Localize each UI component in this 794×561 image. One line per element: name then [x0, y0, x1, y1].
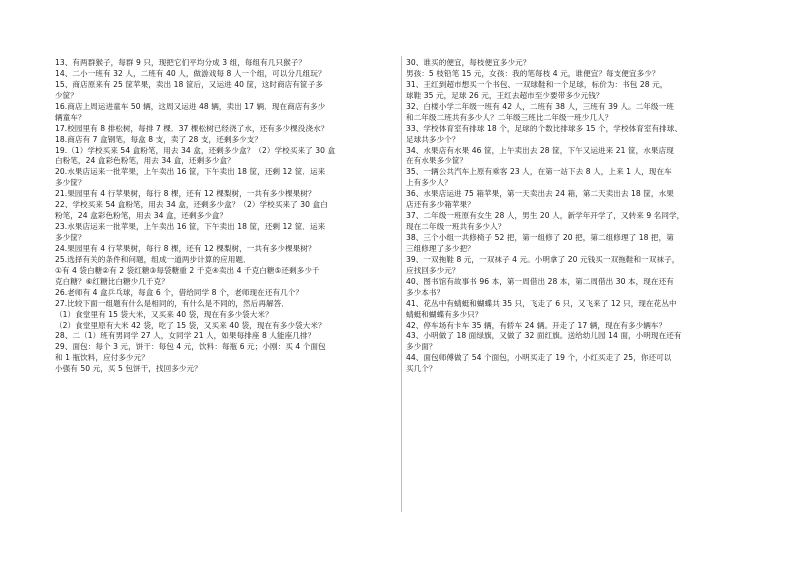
right-column-text-line: 36、水果店运进 75 箱苹果，第一天卖出去 24 箱，第二天卖出去 18 筐，水果	[406, 189, 674, 199]
right-column-text-line: 多少本书？	[406, 287, 445, 297]
right-column-text-line: 34、水果店有水果 46 筐，上午卖出去 28 筐，下午又运进来 21 筐，水果店现	[406, 145, 674, 155]
left-column-text-line: 辆童车？	[55, 112, 86, 122]
left-column-text-line: （2）食堂里原有大米 42 袋，吃了 15 袋，又买来 40 袋，现在有多少袋大米？	[55, 320, 326, 330]
right-column-text-line: 42、停车场有卡车 35 辆，有轿车 24 辆。开走了 17 辆，现在有多少辆车？	[406, 320, 667, 330]
left-column-text-line: 小强有 50 元，买 5 包饼干，找回多少元？	[55, 364, 202, 374]
right-column-text-line: 38、三个小组一共修椅子 52 把，第一组修了 20 把，第二组修理了 18 把，第	[406, 233, 674, 242]
left-column-text-line: 粉笔，24 盒彩色粉笔，用去 34 盒，还剩多少盒？	[55, 211, 228, 221]
right-column	[406, 58, 748, 510]
right-column-text-line: 上有多少人？	[406, 178, 452, 188]
left-column-text-line: ①有 4 袋白糖②有 2 袋红糖③每袋糖重 2 千克④卖出 4 千克白糖⑤还剩多少千	[55, 265, 320, 275]
right-column-text-line: 应找回多少元？	[406, 265, 460, 275]
left-column-text-line: 23.水果店运来一批苹果，上午卖出 16 筐，下午卖出 18 筐，还剩 12 筐．运来	[55, 222, 326, 232]
left-column	[55, 58, 393, 510]
right-column-text-line: 40、图书馆有故事书 96 本，第一周借出 28 本，第二周借出 30 本，现在还有	[406, 276, 674, 286]
right-column-text-line: 球鞋 35 元，足球 26 元，王红去超市至少要带多少元钱？	[406, 90, 604, 100]
left-column-text-line: 29、面包：每个 3 元，饼干：每包 4 元，饮料：每瓶 6 元；小刚：买 4 个面包	[55, 342, 326, 352]
left-column-text-line: 20.水果店运来一批苹果，上午卖出 16 筐，下午卖出 18 筐，还剩 12 筐．运来	[55, 167, 326, 177]
left-column-text-line: 克白糖？⑥红糖比白糖少几千克？	[55, 276, 169, 286]
right-column-text-line: 43、小明做了 18 面绿旗，又做了 32 面红旗。送给幼儿园 14 面，小明现在还有	[406, 331, 682, 341]
right-column-text-line: 足球共多少个？	[406, 134, 460, 144]
left-column-text-line: 18.商店有 7 盒钢笔，每盒 8 支，卖了 28 支，还剩多少支？	[55, 134, 263, 144]
right-column-text-line: 41、花丛中有蜻蜓和蝴蝶共 35 只，飞走了 6 只，又飞来了 12 只，现在花丛中	[406, 298, 677, 308]
right-column-text-line: 买几个？	[406, 364, 437, 374]
right-column-text-line: 在有水果多少筐？	[406, 156, 468, 166]
right-column-text-line: 现在二年级一班共有多少人？	[406, 222, 506, 232]
left-column-text-line: 19.（1）学校买来 54 盒粉笔，用去 34 盒，还剩多少盒？（2）学校买来了 30 盒	[55, 145, 336, 155]
left-column-text-line: （1）食堂里有 15 袋大米，又买来 40 袋，现在有多少袋大米？	[55, 309, 273, 319]
right-column-text-line: 39、一双拖鞋 8 元，一双袜子 4 元。小明拿了 20 元钱买一双拖鞋和一双袜子，	[406, 254, 680, 264]
left-column-text-line: 27.比较下面一组题有什么是相同的，有什么是不同的，然后再解答．	[55, 298, 289, 308]
left-column-text-line: 21.果园里有 4 行苹果树，每行 8 棵，还有 12 棵梨树，一共有多少棵果树？	[55, 189, 316, 199]
left-column-text-line: 15、商店原来有 25 筐苹果，卖出 18 筐后，又运进 40 筐，这时商店有筐子多	[55, 79, 323, 89]
left-column-text-line: 少筐？	[55, 90, 78, 100]
right-column-text-line: 和二年级二班共有多少人？二年级三班比二年级一班少几人？	[406, 112, 613, 122]
right-column-text-line: 37、二年级一班原有女生 28 人，男生 20 人，新学年开学了，又转来 9 名同学，	[406, 211, 685, 221]
left-column-text-line: 26.老师有 4 盒乒乓球，每盒 6 个，借给同学 8 个，老师现在还有几个？	[55, 287, 304, 297]
left-column-text-line: 白粉笔，24 盒彩色粉笔，用去 34 盒，还剩多少盒？	[55, 156, 235, 166]
right-column-text-line: 蜻蜓和蝴蝶有多少只？	[406, 309, 483, 319]
right-column-text-line: 32、白楼小学二年级一班有 42 人，二班有 38 人，三班有 39 人。二年级一班	[406, 101, 674, 111]
left-column-text-line: 28、二（1）班有男同学 27 人，女同学 21 人，如果每排座 8 人能座几排？	[55, 331, 316, 341]
right-column-text-line: 33、学校体育室有排球 18 个，足球的个数比排球多 15 个，学校体育室有排球、	[406, 123, 683, 133]
left-column-text-line: 多少筐？	[55, 178, 86, 188]
right-column-text-line: 三组修理了多少把？	[406, 243, 475, 253]
left-column-text-line: 25.选择有关的条件和问题，组成一道两步计算的应用题．	[55, 254, 251, 264]
left-column-text-line: 13、有两群猴子，每群 9 只，现把它们平均分成 3 组，每组有几只猴子？	[55, 58, 307, 67]
left-column-text-line: 16.商店上周运进童车 50 辆，这周又运进 48 辆，卖出 17 辆．现在商店有多少	[55, 101, 326, 111]
right-column-text-line: 31、王红到超市想买一个书包、一双球鞋和一个足球，标价为：书包 28 元，	[406, 79, 668, 89]
left-column-text-line: 22、学校买来 54 盒粉笔，用去 34 盒，还剩多少盒？（2）学校买来了 30 盒白	[55, 200, 328, 210]
right-column-text-line: 35、一辆公共汽车上原有乘客 23 人，在第一站下去 8 人，上来 1 人，现在车	[406, 167, 672, 177]
left-column-text-line: 和 1 瓶饮料，应付多少元？	[55, 353, 149, 363]
left-column-text-line: 17.校园里有 8 排松树，每排 7 棵．37 棵松树已经浇了水，还有多少棵没浇水？	[55, 123, 329, 133]
right-column-text-line: 多少面？	[406, 342, 437, 352]
right-column-text-line: 30、谁买的便宜，每枝便宜多少元？	[406, 58, 531, 67]
left-column-text-line: 14、二小一班有 32 人，二班有 40 人，做游戏每 8 人一个组，可以分几组玩？	[55, 68, 326, 78]
right-column-text-line: 44、面包师傅做了 54 个面包，小明买走了 19 个，小红买走了 25，你还可以	[406, 353, 672, 363]
right-column-text-line: 男孩：5 枝铅笔 15 元，女孩：我的笔每枝 4 元，谁便宜？每支便宜多少？	[406, 68, 660, 78]
left-column-text-line: 多少筐？	[55, 233, 86, 242]
column-divider	[401, 56, 402, 512]
right-column-text-line: 店还有多少箱苹果？	[406, 200, 475, 210]
left-column-text-line: 24.果园里有 4 行苹果树，每行 8 棵，还有 12 棵梨树，一共有多少棵果树？	[55, 243, 316, 253]
